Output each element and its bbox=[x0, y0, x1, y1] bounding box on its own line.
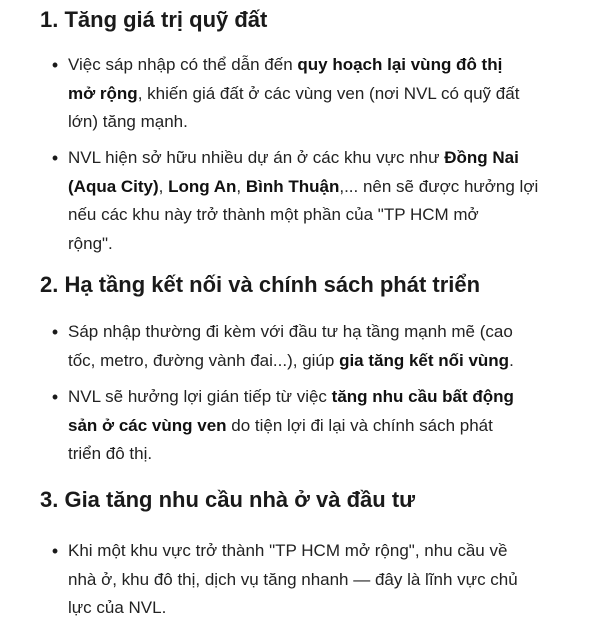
bold-text: tăng nhu cầu bất động bbox=[331, 387, 514, 406]
section-title: 1. Tăng giá trị quỹ đất bbox=[40, 7, 268, 32]
text-line bbox=[68, 51, 568, 80]
bold-text: Đồng Nai bbox=[444, 148, 519, 167]
section-title: 2. Hạ tầng kết nối và chính sách phát triển bbox=[40, 272, 481, 297]
text-run: , bbox=[236, 176, 246, 196]
bold-text: sản ở các vùng ven bbox=[68, 415, 227, 435]
text-run: Khi một khu vực trở thành "TP HCM mở rộng", nhu cầu về bbox=[68, 541, 508, 560]
bullet-paragraph bbox=[68, 51, 568, 137]
text-line bbox=[68, 173, 568, 202]
text-line bbox=[68, 594, 568, 623]
bold-text: mở rộng bbox=[68, 83, 138, 103]
text-run: , khiến giá đất ở các vùng ven (nơi NVL có quỹ đất bbox=[137, 83, 520, 103]
text-run: tốc, metro, đường vành đai...), giúp bbox=[68, 350, 340, 370]
text-line bbox=[68, 201, 568, 230]
text-line bbox=[68, 440, 568, 469]
text-run: , bbox=[158, 176, 169, 196]
text-line bbox=[68, 108, 568, 137]
text-run: nếu các khu này trở thành một phần của "TP HCM mở bbox=[68, 205, 479, 224]
bullet-marker: • bbox=[51, 55, 59, 75]
text-line bbox=[68, 347, 568, 376]
bullet-paragraph bbox=[68, 537, 568, 623]
text-run: ,... nên sẽ được hưởng lợi bbox=[339, 176, 539, 196]
text-run: triển đô thị. bbox=[68, 444, 153, 463]
text-line bbox=[68, 230, 568, 259]
bold-text: Long An bbox=[168, 176, 237, 196]
text-run: lực của NVL. bbox=[68, 598, 167, 617]
bullet-paragraph bbox=[68, 383, 568, 469]
text-run: Sáp nhập thường đi kèm với đầu tư hạ tầng mạnh mẽ (cao bbox=[68, 322, 513, 341]
bullet-paragraph bbox=[68, 144, 568, 258]
section-title: 3. Gia tăng nhu cầu nhà ở và đầu tư bbox=[40, 487, 416, 512]
bullet-marker: • bbox=[51, 387, 59, 407]
bullet-paragraph bbox=[68, 318, 568, 375]
text-line bbox=[68, 383, 568, 412]
bold-text: Bình Thuận bbox=[245, 176, 340, 196]
bold-text: gia tăng kết nối vùng bbox=[339, 350, 510, 370]
text-run: NVL hiện sở hữu nhiều dự án ở các khu vực như bbox=[68, 148, 445, 167]
bullet-marker: • bbox=[51, 322, 59, 342]
bold-text: quy hoạch lại vùng đô thị bbox=[297, 55, 503, 74]
text-run: lớn) tăng mạnh. bbox=[68, 112, 188, 131]
text-line bbox=[68, 537, 568, 566]
text-line bbox=[68, 144, 568, 173]
text-line bbox=[68, 566, 568, 595]
text-run: rộng". bbox=[68, 233, 113, 253]
text-run: Việc sáp nhập có thể dẫn đến bbox=[68, 55, 298, 74]
text-run: NVL sẽ hưởng lợi gián tiếp từ việc bbox=[68, 387, 332, 406]
text-line bbox=[68, 318, 568, 347]
text-line bbox=[68, 80, 568, 109]
bullet-marker: • bbox=[51, 541, 59, 561]
text-run: . bbox=[509, 350, 514, 370]
bullet-marker: • bbox=[51, 148, 59, 168]
bold-text: (Aqua City) bbox=[68, 176, 159, 196]
text-line bbox=[68, 412, 568, 441]
text-run: do tiện lợi đi lại và chính sách phát bbox=[226, 415, 493, 435]
text-run: nhà ở, khu đô thị, dịch vụ tăng nhanh — đây là lĩnh vực chủ bbox=[68, 569, 518, 589]
